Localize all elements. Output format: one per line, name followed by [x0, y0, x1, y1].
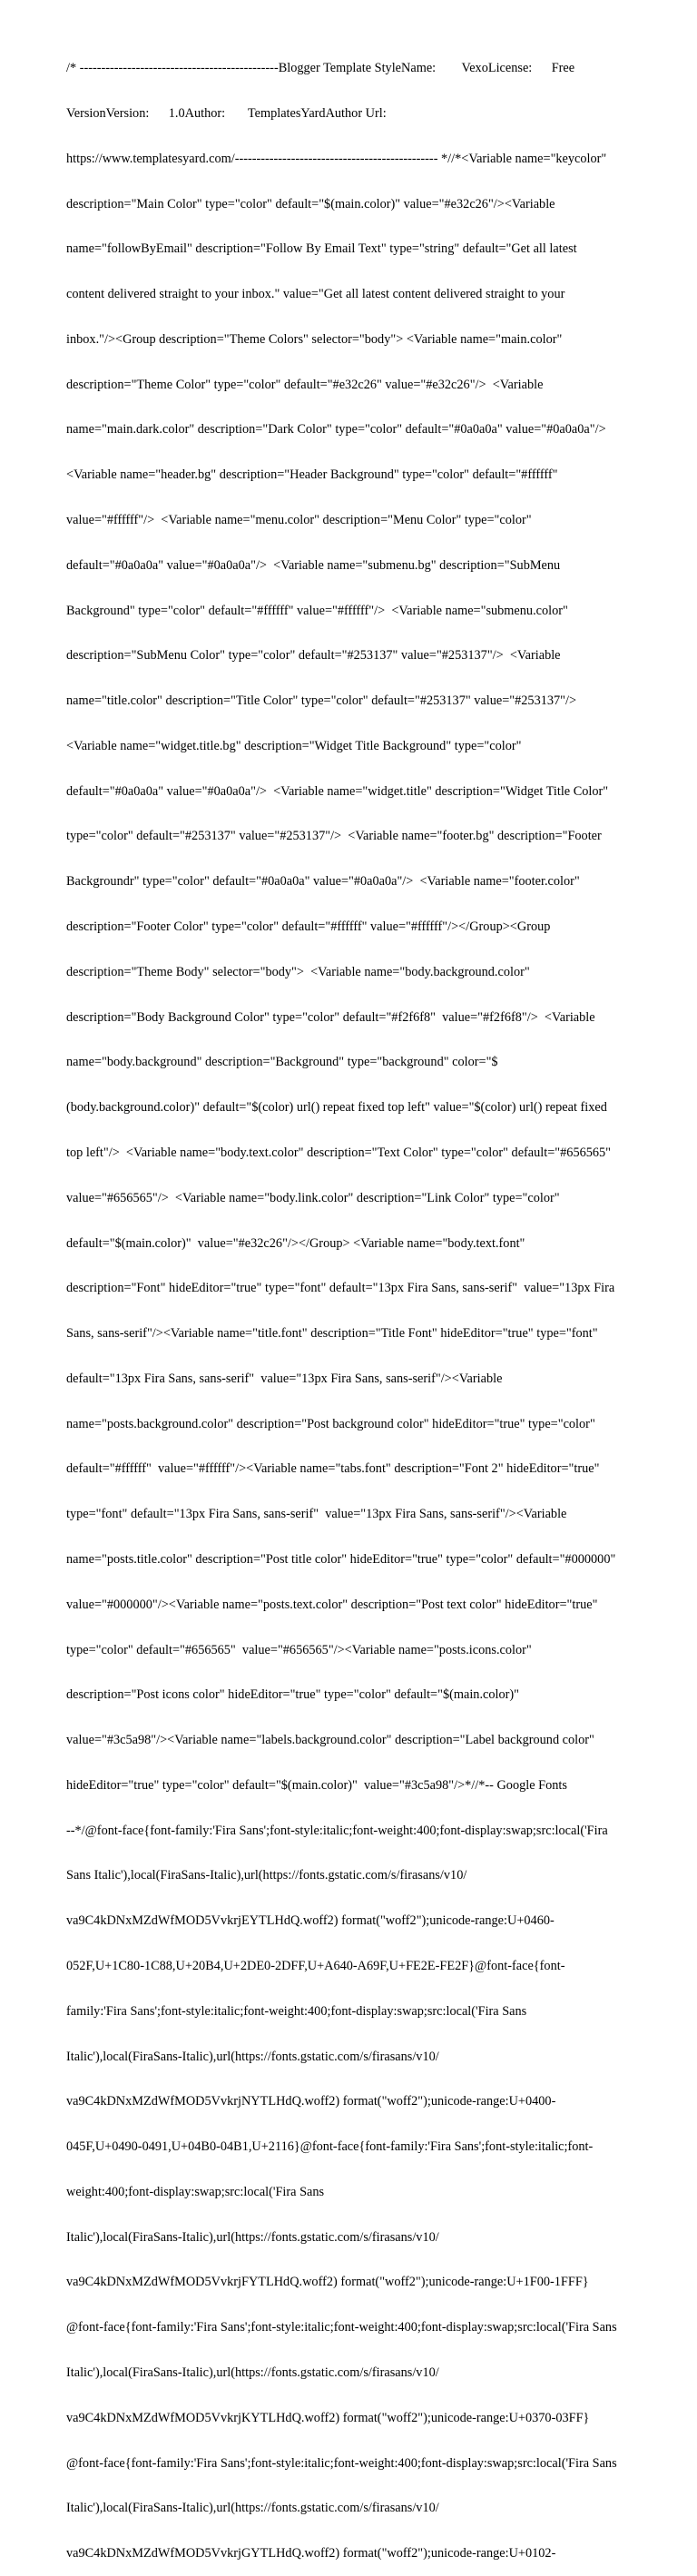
text-line: va9C4kDNxMZdWfMOD5VvkrjFYTLHdQ.woff2) format("woff2");unicode-range:U+1F00-1FFF}	[66, 2275, 589, 2290]
text-line: Background" type="color" default="#ffffff" value="#ffffff"/> <Variable name="submenu.color"	[66, 603, 568, 618]
text-line: Sans Italic'),local(FiraSans-Italic),url(https://fonts.gstatic.com/s/firasans/v10/	[66, 1868, 467, 1883]
text-line: default="13px Fira Sans, sans-serif" value="13px Fira Sans, sans-serif"/><Variable	[66, 1371, 503, 1386]
text-line: Italic'),local(FiraSans-Italic),url(https://fonts.gstatic.com/s/firasans/v10/	[66, 2501, 439, 2516]
text-line: Italic'),local(FiraSans-Italic),url(https://fonts.gstatic.com/s/firasans/v10/	[66, 2365, 439, 2381]
text-line: description="Theme Body" selector="body"> <Variable name="body.background.color"	[66, 964, 530, 979]
text-line: description="Main Color" type="color" default="$(main.color)" value="#e32c26"/><Variable	[66, 196, 555, 211]
text-line: family:'Fira Sans';font-style:italic;font-weight:400;font-display:swap;src:local('Fira Sans	[66, 2003, 527, 2019]
text-line: va9C4kDNxMZdWfMOD5VvkrjEYTLHdQ.woff2) format("woff2");unicode-range:U+0460-	[66, 1913, 555, 1929]
text-line: description="Theme Color" type="color" default="#e32c26" value="#e32c26"/> <Variable	[66, 377, 544, 392]
text-line: description="Font" hideEditor="true" type="font" default="13px Fira Sans, sans-serif" value="13px Fira	[66, 1281, 615, 1296]
text-line: Italic'),local(FiraSans-Italic),url(https://fonts.gstatic.com/s/firasans/v10/	[66, 2229, 439, 2245]
text-line: value="#656565"/> <Variable name="body.link.color" description="Link Color" type="color"	[66, 1190, 560, 1205]
text-line: description="Footer Color" type="color" default="#ffffff" value="#ffffff"/></Group><Group	[66, 919, 551, 935]
text-line: hideEditor="true" type="color" default="$(main.color)" value="#3c5a98"/>*//*-- Google Fonts	[66, 1777, 567, 1793]
text-line: default="#0a0a0a" value="#0a0a0a"/> <Variable name="widget.title" description="Widget Title Color"	[66, 783, 609, 799]
text-line: (body.background.color)" default="$(color) url() repeat fixed top left" value="$(color) url() repeat fixed	[66, 1100, 607, 1116]
text-line: 045F,U+0490-0491,U+04B0-04B1,U+2116}@font-face{font-family:'Fira Sans';font-style:italic;font-	[66, 2139, 594, 2155]
text-line: va9C4kDNxMZdWfMOD5VvkrjGYTLHdQ.woff2) format("woff2");unicode-range:U+0102-	[66, 2546, 556, 2561]
text-line: description="Body Background Color" type="color" default="#f2f6f8" value="#f2f6f8"/> <Variable	[66, 1009, 595, 1025]
text-line: default="#0a0a0a" value="#0a0a0a"/> <Variable name="submenu.bg" description="SubMenu	[66, 557, 561, 573]
text-line: <Variable name="header.bg" description="Header Background" type="color" default="#ffffff"	[66, 467, 558, 483]
text-line: name="main.dark.color" description="Dark Color" type="color" default="#0a0a0a" value="#0a0a0a"/>	[66, 422, 606, 438]
text-line: default="#ffffff" value="#ffffff"/><Variable name="tabs.font" description="Font 2" hideEditor="true"	[66, 1461, 600, 1477]
text-line: @font-face{font-family:'Fira Sans';font-style:italic;font-weight:400;font-display:swap;src:local('Fira Sans	[66, 2455, 617, 2471]
text-line: name="title.color" description="Title Color" type="color" default="#253137" value="#253137"/>	[66, 693, 577, 709]
text-line: weight:400;font-display:swap;src:local('Fira Sans	[66, 2184, 325, 2199]
text-line: /* ----------------------------------------------Blogger Template StyleName: VexoLicense: Free	[66, 61, 575, 76]
text-line: type="color" default="#253137" value="#253137"/> <Variable name="footer.bg" description="Footer	[66, 829, 602, 844]
text-line: name="followByEmail" description="Follow By Email Text" type="string" default="Get all latest	[66, 241, 577, 257]
text-line: type="color" default="#656565" value="#656565"/><Variable name="posts.icons.color"	[66, 1642, 532, 1657]
text-line: 052F,U+1C80-1C88,U+20B4,U+2DE0-2DFF,U+A640-A69F,U+FE2E-FE2F}@font-face{font-	[66, 1959, 565, 1973]
text-line: default="$(main.color)" value="#e32c26"/></Group> <Variable name="body.text.font"	[66, 1235, 525, 1251]
text-line: <Variable name="widget.title.bg" description="Widget Title Background" type="color"	[66, 738, 522, 753]
text-line: https://www.templatesyard.com/----------------------------------------------- *//*<Variable name="keycolor"	[66, 151, 607, 166]
text-line: description="SubMenu Color" type="color" default="#253137" value="#253137"/> <Variable	[66, 648, 561, 664]
text-line: name="posts.title.color" description="Post title color" hideEditor="true" type="color" default="#000000"	[66, 1551, 616, 1567]
text-line: name="posts.background.color" description="Post background color" hideEditor="true" type="color"	[66, 1416, 595, 1431]
text-line: --*/@font-face{font-family:'Fira Sans';font-style:italic;font-weight:400;font-display:swap;src:local('Fira	[66, 1823, 608, 1838]
text-line: Backgroundr" type="color" default="#0a0a0a" value="#0a0a0a"/> <Variable name="footer.color"	[66, 874, 580, 890]
text-line: Italic'),local(FiraSans-Italic),url(https://fonts.gstatic.com/s/firasans/v10/	[66, 2049, 439, 2064]
text-line: value="#ffffff"/> <Variable name="menu.color" description="Menu Color" type="color"	[66, 513, 532, 527]
text-line: value="#3c5a98"/><Variable name="labels.background.color" description="Label background color"	[66, 1733, 594, 1748]
text-line: va9C4kDNxMZdWfMOD5VvkrjNYTLHdQ.woff2) format("woff2");unicode-range:U+0400-	[66, 2094, 556, 2109]
text-line: value="#000000"/><Variable name="posts.text.color" description="Post text color" hideEditor="true"	[66, 1597, 598, 1612]
raw-template-text-document	[66, 31, 665, 2576]
text-line: top left"/> <Variable name="body.text.color" description="Text Color" type="color" default="#656565"	[66, 1145, 612, 1160]
text-line: va9C4kDNxMZdWfMOD5VvkrjKYTLHdQ.woff2) format("woff2");unicode-range:U+0370-03FF}	[66, 2410, 590, 2425]
text-line: description="Post icons color" hideEditor="true" type="color" default="$(main.color)"	[66, 1687, 519, 1703]
text-line: name="body.background" description="Background" type="background" color="$	[66, 1055, 498, 1070]
text-line: Sans, sans-serif"/><Variable name="title.font" description="Title Font" hideEditor="true" type="font"	[66, 1326, 598, 1342]
text-line: inbox."/><Group description="Theme Colors" selector="body"> <Variable name="main.color"	[66, 331, 563, 347]
text-line: type="font" default="13px Fira Sans, sans-serif" value="13px Fira Sans, sans-serif"/><Variable	[66, 1507, 567, 1522]
text-line: VersionVersion: 1.0Author: TemplatesYardAuthor Url:	[66, 105, 387, 121]
text-line: @font-face{font-family:'Fira Sans';font-style:italic;font-weight:400;font-display:swap;src:local('Fira Sans	[66, 2320, 617, 2335]
text-line: content delivered straight to your inbox." value="Get all latest content delivered straight to your	[66, 287, 565, 302]
